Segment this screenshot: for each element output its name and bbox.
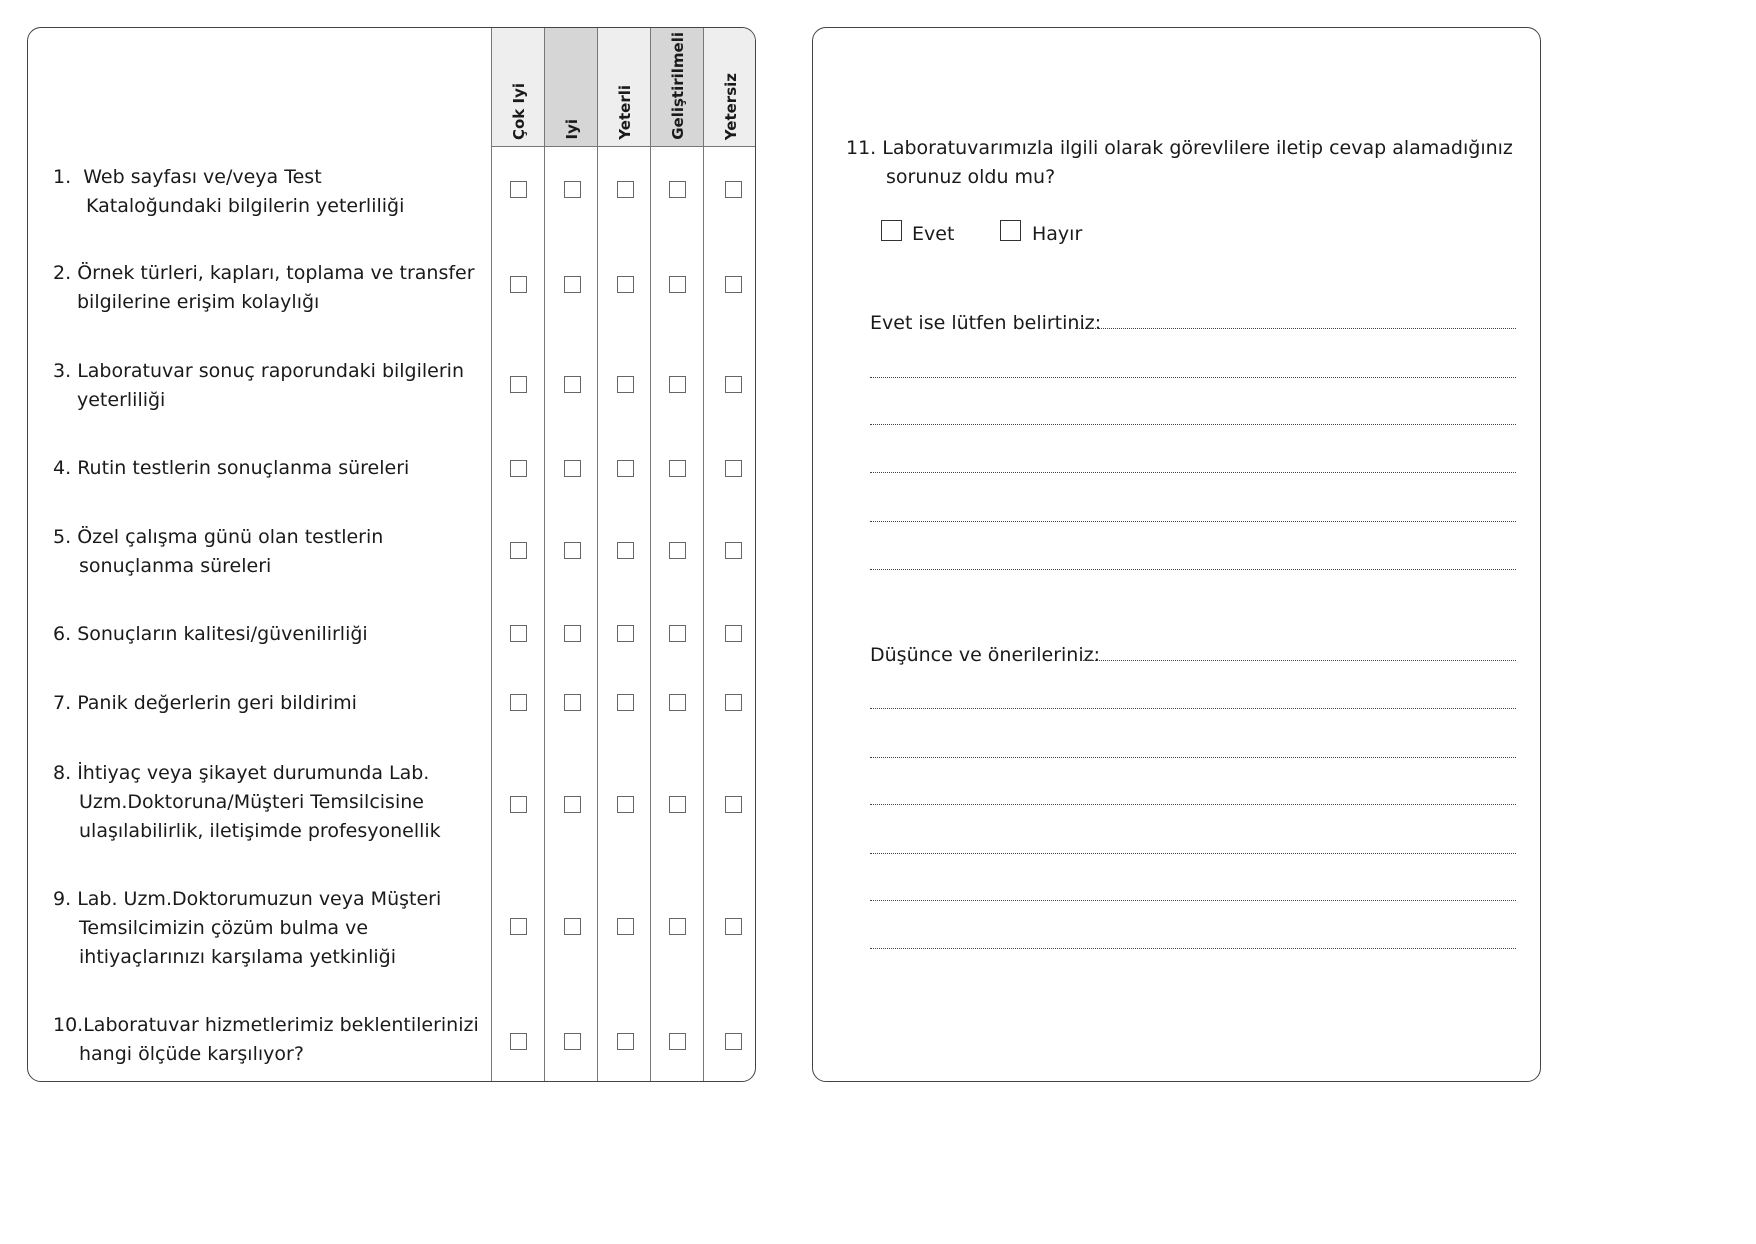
question-number: 8. — [53, 762, 72, 784]
q3-gelistirilmeli-checkbox[interactable] — [669, 376, 686, 393]
question-text-cont: sonuçlanma süreleri — [79, 555, 272, 577]
q6-gelistirilmeli-checkbox[interactable] — [669, 625, 686, 642]
comments-line-5[interactable] — [870, 853, 1516, 854]
question-9 — [53, 885, 493, 972]
q3-iyi-checkbox[interactable] — [564, 376, 581, 393]
comments-line-4[interactable] — [870, 804, 1516, 805]
question-6 — [53, 620, 493, 649]
column-header-cok-iyi: Çok Iyi — [509, 82, 528, 140]
question-11-line2: sorunuz oldu mu? — [886, 166, 1056, 188]
comments-line-2[interactable] — [870, 708, 1516, 709]
yes-label: Evet — [912, 223, 955, 245]
q9-cok-iyi-checkbox[interactable] — [510, 918, 527, 935]
if-yes-label: Evet ise lütfen belirtiniz: — [870, 312, 1102, 334]
q4-cok-iyi-checkbox[interactable] — [510, 460, 527, 477]
q4-gelistirilmeli-checkbox[interactable] — [669, 460, 686, 477]
question-text: Panik değerlerin geri bildirimi — [77, 692, 357, 714]
column-header-yetersiz: Yetersiz — [721, 72, 740, 140]
question-text-cont: Kataloğundaki bilgilerin yeterliliği — [86, 195, 405, 217]
question-11-line1: 11. Laboratuvarımızla ilgili olarak görevlilere iletip cevap alamadığınız — [846, 137, 1513, 159]
question-3 — [53, 357, 493, 415]
question-number: 7. — [53, 692, 72, 714]
question-text-cont: Temsilcimizin çözüm bulma ve — [79, 917, 369, 939]
question-text-cont: yeterliliği — [77, 389, 166, 411]
question-text: Örnek türleri, kapları, toplama ve transfer — [77, 262, 475, 284]
comments-label: Düşünce ve önerileriniz: — [870, 644, 1101, 666]
q7-yetersiz-checkbox[interactable] — [725, 694, 742, 711]
comments-line-6[interactable] — [870, 900, 1516, 901]
q6-yetersiz-checkbox[interactable] — [725, 625, 742, 642]
comments-line-3[interactable] — [870, 757, 1516, 758]
no-checkbox[interactable] — [1000, 220, 1021, 241]
q10-gelistirilmeli-checkbox[interactable] — [669, 1033, 686, 1050]
yes-checkbox[interactable] — [881, 220, 902, 241]
q10-yetersiz-checkbox[interactable] — [725, 1033, 742, 1050]
question-number: 4. — [53, 457, 72, 479]
question-10 — [53, 1011, 493, 1069]
question-number: 5. — [53, 526, 72, 548]
open-questions-panel — [812, 27, 1541, 1082]
comments-line-1[interactable] — [1083, 660, 1516, 661]
q7-yeterli-checkbox[interactable] — [617, 694, 634, 711]
question-number: 6. — [53, 623, 72, 645]
q3-yetersiz-checkbox[interactable] — [725, 376, 742, 393]
question-text: Laboratuvar hizmetlerimiz beklentilerinizi — [83, 1014, 479, 1036]
q1-yeterli-checkbox[interactable] — [617, 181, 634, 198]
q8-cok-iyi-checkbox[interactable] — [510, 796, 527, 813]
q2-iyi-checkbox[interactable] — [564, 276, 581, 293]
question-text: Sonuçların kalitesi/güvenilirliği — [77, 623, 368, 645]
q4-yetersiz-checkbox[interactable] — [725, 460, 742, 477]
if-yes-line-6[interactable] — [870, 569, 1516, 570]
q2-cok-iyi-checkbox[interactable] — [510, 276, 527, 293]
column-header-gelistirilmeli: Geliştirilmeli — [668, 32, 687, 140]
question-5 — [53, 523, 493, 581]
question-number: 3. — [53, 360, 72, 382]
question-text: Özel çalışma günü olan testlerin — [77, 526, 384, 548]
q5-yeterli-checkbox[interactable] — [617, 542, 634, 559]
q8-iyi-checkbox[interactable] — [564, 796, 581, 813]
question-text: Web sayfası ve/veya Test — [83, 166, 322, 188]
question-text: Rutin testlerin sonuçlanma süreleri — [77, 457, 410, 479]
q4-iyi-checkbox[interactable] — [564, 460, 581, 477]
q9-iyi-checkbox[interactable] — [564, 918, 581, 935]
question-1 — [53, 163, 493, 221]
q8-yeterli-checkbox[interactable] — [617, 796, 634, 813]
q6-yeterli-checkbox[interactable] — [617, 625, 634, 642]
q7-iyi-checkbox[interactable] — [564, 694, 581, 711]
q7-cok-iyi-checkbox[interactable] — [510, 694, 527, 711]
q9-gelistirilmeli-checkbox[interactable] — [669, 918, 686, 935]
if-yes-line-3[interactable] — [870, 424, 1516, 425]
q1-yetersiz-checkbox[interactable] — [725, 181, 742, 198]
question-text: İhtiyaç veya şikayet durumunda Lab. — [77, 762, 430, 784]
q2-yeterli-checkbox[interactable] — [617, 276, 634, 293]
column-header-iyi: Iyi — [562, 119, 581, 140]
q5-gelistirilmeli-checkbox[interactable] — [669, 542, 686, 559]
question-7 — [53, 689, 493, 718]
q10-cok-iyi-checkbox[interactable] — [510, 1033, 527, 1050]
question-text-cont: ulaşılabilirlik, iletişimde profesyonellik — [79, 820, 441, 842]
question-8 — [53, 759, 493, 846]
if-yes-line-2[interactable] — [870, 377, 1516, 378]
question-2 — [53, 259, 493, 317]
question-text: Laboratuvar sonuç raporundaki bilgilerin — [77, 360, 464, 382]
question-text-cont: bilgilerine erişim kolaylığı — [77, 291, 320, 313]
q2-yetersiz-checkbox[interactable] — [725, 276, 742, 293]
question-number: 10. — [53, 1014, 84, 1036]
q9-yeterli-checkbox[interactable] — [617, 918, 634, 935]
q7-gelistirilmeli-checkbox[interactable] — [669, 694, 686, 711]
q1-gelistirilmeli-checkbox[interactable] — [669, 181, 686, 198]
question-number: 9. — [53, 888, 72, 910]
no-label: Hayır — [1032, 223, 1083, 245]
q5-iyi-checkbox[interactable] — [564, 542, 581, 559]
q8-yetersiz-checkbox[interactable] — [725, 796, 742, 813]
q4-yeterli-checkbox[interactable] — [617, 460, 634, 477]
column-header-yeterli: Yeterli — [615, 85, 634, 140]
q5-cok-iyi-checkbox[interactable] — [510, 542, 527, 559]
if-yes-line-4[interactable] — [870, 472, 1516, 473]
question-text: Lab. Uzm.Doktorumuzun veya Müşteri — [77, 888, 442, 910]
question-4 — [53, 454, 493, 483]
question-number: 2. — [53, 262, 72, 284]
q1-cok-iyi-checkbox[interactable] — [510, 181, 527, 198]
q8-gelistirilmeli-checkbox[interactable] — [669, 796, 686, 813]
q2-gelistirilmeli-checkbox[interactable] — [669, 276, 686, 293]
q3-cok-iyi-checkbox[interactable] — [510, 376, 527, 393]
comments-line-7[interactable] — [870, 948, 1516, 949]
survey-rating-panel — [27, 27, 756, 1082]
question-text-cont: ihtiyaçlarınızı karşılama yetkinliği — [79, 946, 397, 968]
question-text-cont: hangi ölçüde karşılıyor? — [79, 1043, 304, 1065]
question-number: 1. — [53, 166, 72, 188]
q10-iyi-checkbox[interactable] — [564, 1033, 581, 1050]
q3-yeterli-checkbox[interactable] — [617, 376, 634, 393]
q5-yetersiz-checkbox[interactable] — [725, 542, 742, 559]
question-text-cont: Uzm.Doktoruna/Müşteri Temsilcisine — [79, 791, 424, 813]
q9-yetersiz-checkbox[interactable] — [725, 918, 742, 935]
q10-yeterli-checkbox[interactable] — [617, 1033, 634, 1050]
q1-iyi-checkbox[interactable] — [564, 181, 581, 198]
if-yes-line-5[interactable] — [870, 521, 1516, 522]
q6-iyi-checkbox[interactable] — [564, 625, 581, 642]
if-yes-line-1[interactable] — [1075, 328, 1516, 329]
q6-cok-iyi-checkbox[interactable] — [510, 625, 527, 642]
